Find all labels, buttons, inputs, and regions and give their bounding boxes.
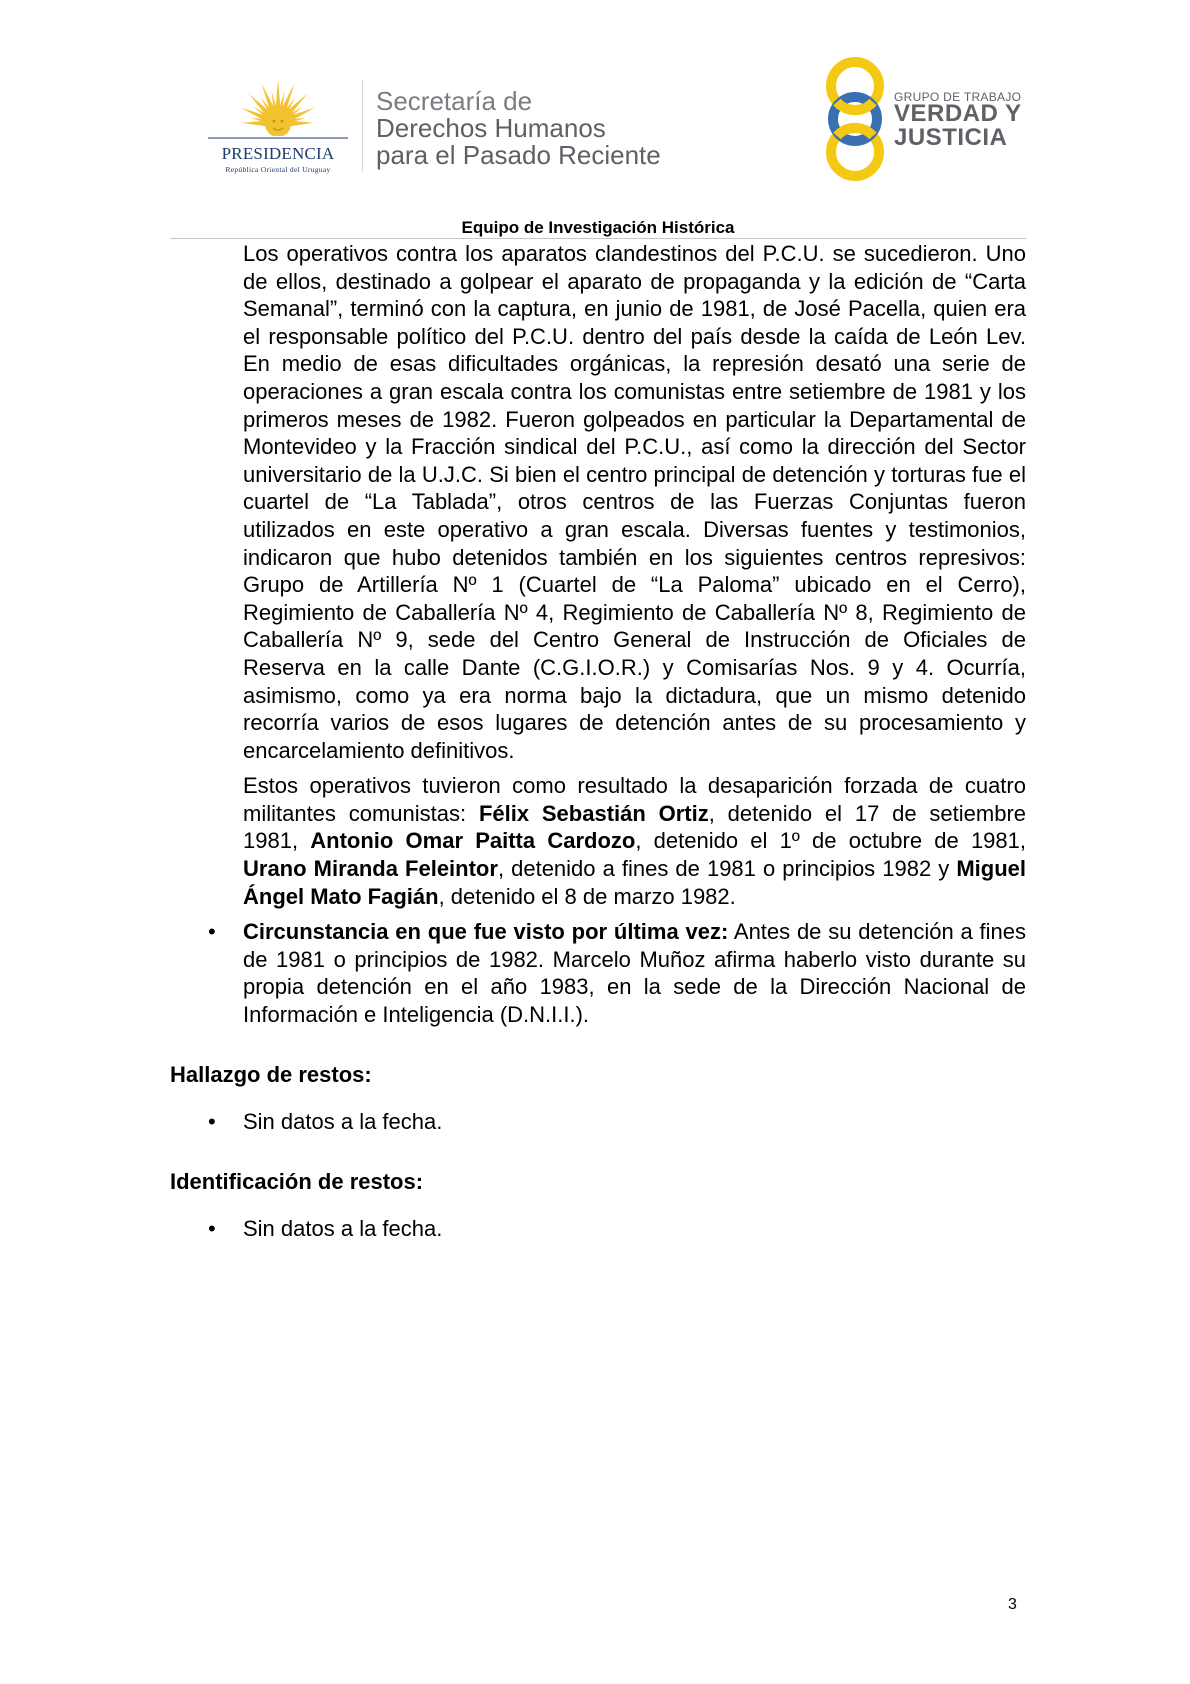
secretaria-logo-text <box>376 88 661 169</box>
text-run: , detenido el 8 de marzo 1982. <box>438 883 736 909</box>
text-run: Estos operativos tuvieron como resultado la desaparición forzada de cuatro militantes comunistas: <box>243 773 1026 826</box>
secretaria-line-1: Secretaría de <box>376 86 533 116</box>
vj-title-line-2: JUSTICIA <box>894 124 1008 151</box>
text-run: , detenido a fines de 1981 o principios 1982 y <box>497 856 957 882</box>
presidencia-name: PRESIDENCIA <box>221 144 335 163</box>
page-number: 3 <box>1008 1596 1017 1613</box>
page-header <box>0 0 1190 237</box>
header-divider <box>362 80 363 172</box>
identificacion-item-text: Sin datos a la fecha. <box>243 1216 443 1242</box>
hallazgo-list-item <box>208 1108 1026 1136</box>
secretaria-line-3: para el Pasado Reciente <box>376 140 661 170</box>
team-title: Equipo de Investigación Histórica <box>461 218 735 237</box>
identificacion-list-item <box>208 1215 1026 1243</box>
sun-logo-icon <box>198 78 358 144</box>
bullet-marker: • <box>208 919 216 945</box>
vj-title-line-1: VERDAD Y <box>894 100 1022 127</box>
hallazgo-item-text: Sin datos a la fecha. <box>243 1109 443 1135</box>
vj-subtitle: GRUPO DE TRABAJO <box>894 90 1022 104</box>
identificacion-heading: Identificación de restos: <box>170 1168 424 1194</box>
bullet-marker: • <box>208 1216 216 1242</box>
indented-block <box>208 240 1027 1029</box>
paragraph-desapariciones <box>243 772 1026 910</box>
text-run: , detenido el 1º de octubre de 1981, <box>635 828 1027 854</box>
person-name: Miguel Ángel Mato Fagián <box>243 856 1026 909</box>
header-rule <box>170 238 1026 239</box>
paragraph-operativos: Los operativos contra los aparatos clandestinos del P.C.U. se sucedieron. Uno de ellos, destinado a golpear el aparato de propaganda y la edición de “Carta Semanal”, terminó con la captura, en junio de 1981, de José Pacella, quien era el responsable político del P.C.U. dentro del país desde la caída de León Lev. En medio de esas dificultades orgánicas, la represión desató una serie de operaciones a gran escala contra los comunistas entre setiembre de 1981 y los primeros meses de 1982. Fueron golpeados en particular la Departamental de Montevideo y la Fracción sindical del P.C.U., así como la dirección del Sector universitario de la U.J.C. Si bien el centro principal de detención y torturas fue el cuartel de “La Tablada”, otros centros de las Fuerzas Conjuntas fueron utilizados en este operativo a gran escala. Diversas fuentes y testimonios, indicaron que hubo detenidos también en los siguientes centros represivos: Grupo de Artillería Nº 1 (Cuartel de “La Paloma” ubicado en el Cerro), Regimiento de Caballería Nº 4, Regimiento de Caballería Nº 8, Regimiento de Caballería Nº 9, sede del Centro General de Instrucción de Oficiales de Reserva en la calle Dante (C.G.I.O.R.) y Comisarías Nos. 9 y 4. Ocurría, asimismo, como ya era norma bajo la dictadura, que un mismo detenido recorría varios de esos lugares de detención antes de su procesamiento y encarcelamiento definitivos. <box>243 241 1026 763</box>
bullet-marker: • <box>208 1109 216 1135</box>
person-name: Antonio Omar Paitta Cardozo <box>310 828 636 854</box>
person-name: Félix Sebastián Ortiz <box>478 800 709 826</box>
bullet-circunstancia <box>208 918 1026 1028</box>
presidencia-subtitle: República Oriental del Uruguay <box>225 165 331 174</box>
hallazgo-heading: Hallazgo de restos: <box>170 1061 372 1087</box>
circunstancia-label: Circunstancia en que fue visto por última vez: <box>243 919 729 945</box>
presidencia-logo <box>198 78 358 178</box>
interlocking-rings-icon <box>822 56 892 182</box>
circunstancia-text: Antes de su detención a fines de 1981 o principios de 1982. Marcelo Muñoz afirma haberlo visto durante su propia detención en el año 1983, en la sede de la Dirección Nacional de Información e Inteligencia (D.N.I.I.). <box>243 919 1026 1028</box>
secretaria-line-2: Derechos Humanos <box>376 113 606 143</box>
person-name: Urano Miranda Feleintor <box>243 856 498 882</box>
text-run: , detenido el 17 de setiembre 1981, <box>243 800 1027 854</box>
document-body <box>170 240 1026 1243</box>
vj-title <box>894 102 1022 150</box>
